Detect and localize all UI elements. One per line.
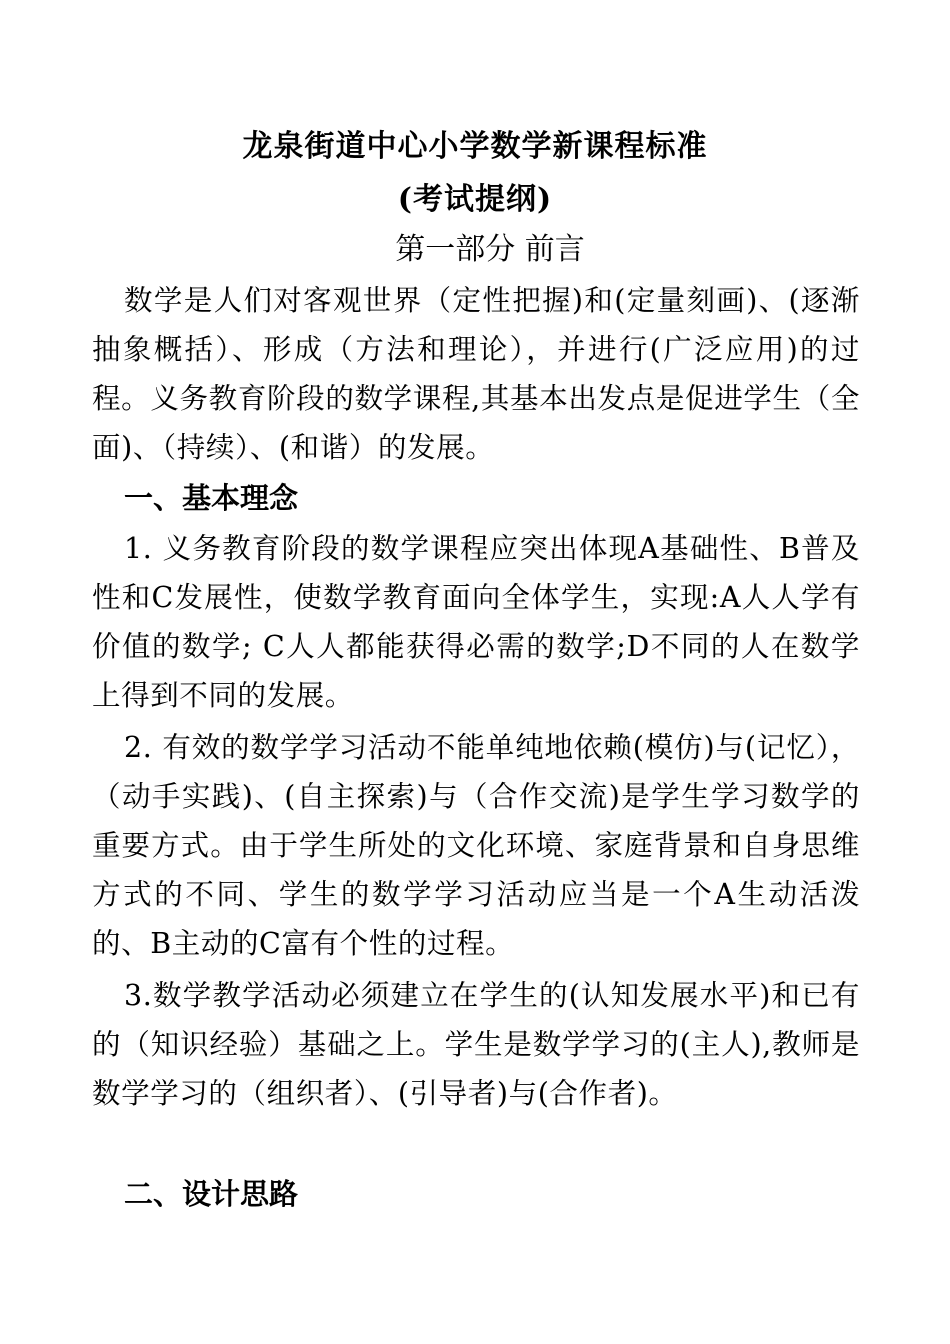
concept-item-1: 1. 义务教育阶段的数学课程应突出体现A基础性、B普及性和C发展性，使数学教育面向全体学生，实现:A人人学有价值的数学; C人人都能获得必需的数学;D不同的人在数学上得到不同的发展。 — [92, 532, 860, 712]
concept-item-2: 2. 有效的数学学习活动不能单纯地依赖(模仿)与(记忆），（动手实践)、(自主探索)与（合作交流)是学生学习数学的重要方式。由于学生所处的文化环境、家庭背景和自身思维方式的不同、学生的数学学习活动应当是一个A生动活泼的、B主动的C富有个性的过程。 — [92, 731, 860, 960]
concept-item-3: 3.数学教学活动必须建立在学生的(认知发展水平)和已有的（知识经验）基础之上。学生是数学学习的(主人),教师是数学学习的（组织者）、(引导者)与(合作者)。 — [92, 979, 860, 1110]
document-subtitle: (考试提纲) — [397, 182, 553, 217]
section-heading-design-ideas: 二、设计思路 — [124, 1177, 299, 1211]
part-heading: 第一部分 前言 — [395, 232, 585, 267]
document-title: 龙泉街道中心小学数学新课程标准 — [242, 129, 708, 164]
intro-paragraph: 数学是人们对客观世界（定性把握)和(定量刻画)、(逐渐抽象概括）、形成（方法和理论），并进行(广泛应用)的过程。义务教育阶段的数学课程,其基本出发点是促进学生（全面)、（持续）、(和谐）的发展。 — [92, 284, 860, 464]
section-heading-basic-concepts: 一、基本理念 — [124, 481, 299, 515]
